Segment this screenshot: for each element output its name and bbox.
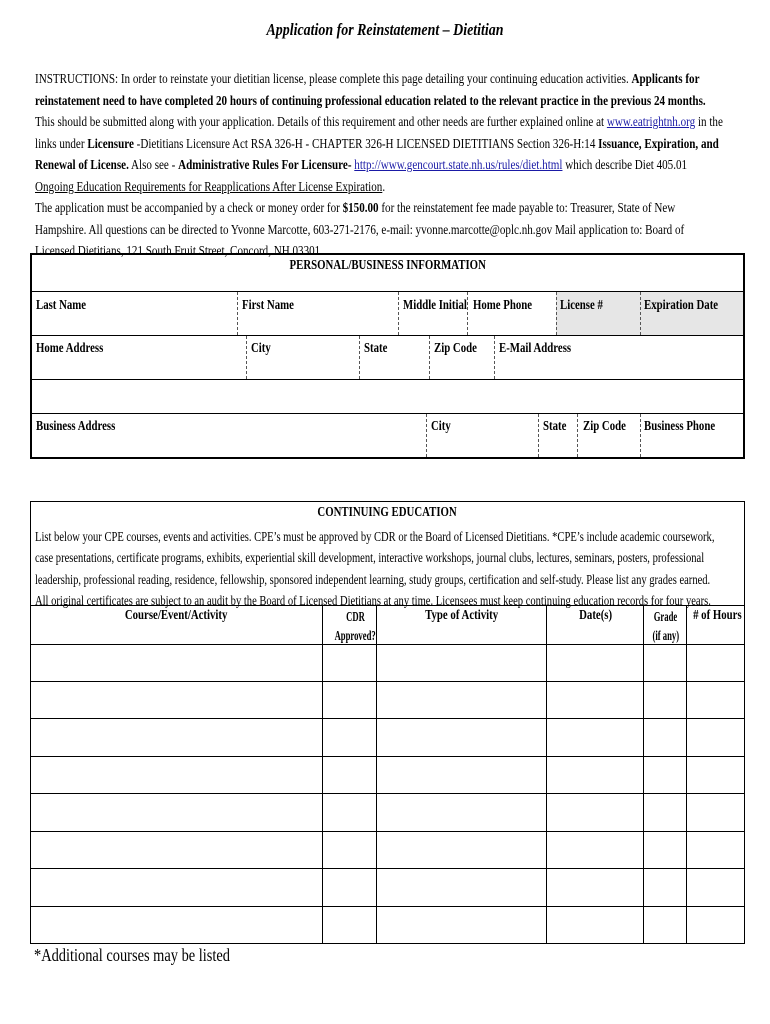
divider bbox=[237, 292, 238, 335]
divider bbox=[30, 253, 745, 255]
fee-amount: $150.00 bbox=[342, 200, 379, 215]
divider bbox=[686, 605, 687, 944]
table-row[interactable] bbox=[30, 868, 745, 869]
business-city-field[interactable]: City bbox=[431, 418, 451, 433]
divider bbox=[640, 292, 641, 335]
ce-heading: CONTINUING EDUCATION bbox=[317, 504, 458, 519]
state-field[interactable]: State bbox=[364, 340, 388, 355]
personal-heading: PERSONAL/BUSINESS INFORMATION bbox=[289, 257, 486, 272]
divider bbox=[429, 336, 430, 379]
personal-info-section bbox=[30, 253, 745, 459]
col-course: Course/Event/Activity bbox=[124, 607, 228, 622]
divider bbox=[538, 414, 539, 457]
divider bbox=[426, 414, 427, 457]
last-name-field[interactable]: Last Name bbox=[36, 297, 87, 312]
divider bbox=[30, 605, 745, 606]
table-row[interactable] bbox=[30, 906, 745, 907]
issuance-bold: Issuance, Expiration, and Renewal of License. bbox=[35, 135, 719, 172]
admin-rules-bold: Administrative Rules For Licensure- bbox=[178, 157, 352, 172]
divider bbox=[494, 336, 495, 379]
page-title: Application for Reinstatement – Dietitian bbox=[266, 20, 504, 39]
instructions-text: -Dietitians Licensure Act RSA 326-H - CHAPTER 326-H LICENSED DIETITIANS Section 326-H:14 bbox=[133, 135, 599, 151]
col-hours: # of Hours bbox=[693, 607, 742, 622]
licensure-bold: Licensure bbox=[87, 135, 134, 151]
home-phone-field[interactable]: Home Phone bbox=[473, 297, 533, 312]
col-cdr-approved: CDR Approved? bbox=[334, 609, 376, 643]
divider bbox=[322, 605, 323, 944]
divider bbox=[546, 605, 547, 944]
table-row[interactable] bbox=[30, 644, 745, 645]
business-state-field[interactable]: State bbox=[543, 418, 567, 433]
business-zip-field[interactable]: Zip Code bbox=[583, 418, 626, 433]
col-dates: Date(s) bbox=[578, 607, 612, 622]
business-phone-field[interactable]: Business Phone bbox=[644, 418, 716, 433]
divider bbox=[376, 605, 377, 944]
instructions bbox=[35, 68, 724, 262]
footnote: *Additional courses may be listed bbox=[34, 945, 230, 965]
divider bbox=[577, 414, 578, 457]
table-row[interactable] bbox=[30, 756, 745, 757]
divider bbox=[30, 413, 745, 414]
divider bbox=[30, 335, 745, 336]
business-address-field[interactable]: Business Address bbox=[36, 418, 116, 433]
table-row[interactable] bbox=[30, 718, 745, 719]
first-name-field[interactable]: First Name bbox=[242, 297, 294, 312]
instructions-text: in the links under bbox=[35, 114, 723, 151]
table-row[interactable] bbox=[30, 793, 745, 794]
divider bbox=[643, 605, 644, 944]
col-grade: Grade (if any) bbox=[652, 609, 679, 643]
fee-text: The application must be accompanied by a check or money order for bbox=[35, 200, 343, 215]
instructions-text: INSTRUCTIONS: In order to reinstate your dietitian license, please complete this page detailing your continuing education activities. bbox=[35, 71, 632, 86]
gencourt-rules-link[interactable]: http://www.gencourt.state.nh.us/rules/diet.html bbox=[354, 157, 563, 172]
home-address-field[interactable]: Home Address bbox=[36, 340, 104, 355]
divider bbox=[246, 336, 247, 379]
license-number-field[interactable]: License # bbox=[560, 297, 603, 312]
col-type-of-activity: Type of Activity bbox=[425, 607, 499, 622]
table-row[interactable] bbox=[30, 831, 745, 832]
instructions-text: Also see - bbox=[128, 157, 179, 172]
instructions-text: . bbox=[382, 178, 386, 194]
divider bbox=[640, 414, 641, 457]
ongoing-requirements-text: Ongoing Education Requirements for Reapplications After License Expiration bbox=[35, 178, 383, 194]
divider bbox=[467, 292, 468, 335]
ce-description: List below your CPE courses, events and activities. CPE’s must be approved by CDR or the Board of Licensed Dietitians. *CPE’s include academic coursework, case presentations, certificate programs, exhibits, experiential skill development, interactive workshops, journal clubs, lectures, seminars, posters, professional leadership, professional reading, residence, fellowship, sponsored independent learning, study groups, certification and self-study. Please list any grades earned. All original certificates are subject to an audit by the Board of Licensed Dietitians at any time. Licensees must keep continuing education records for four years. bbox=[35, 529, 715, 608]
instructions-text: This should be submitted along with your application. Details of this requirement and other needs are further explained online at bbox=[35, 114, 607, 129]
city-field[interactable]: City bbox=[251, 340, 271, 355]
divider bbox=[398, 292, 399, 335]
instructions-text: which describe Diet 405.01 bbox=[562, 157, 688, 172]
email-field[interactable]: E-Mail Address bbox=[499, 340, 572, 355]
middle-initial-field[interactable]: Middle Initial bbox=[403, 297, 467, 312]
eatrightnh-link[interactable]: www.eatrightnh.org bbox=[606, 114, 696, 129]
divider bbox=[30, 379, 745, 380]
contact-text: for the reinstatement fee made payable to: Treasurer, State of New Hampshire. All questions can be directed to Yvonne Marcotte, 603-271-2176, e-mail: yvonne.marcotte@oplc.nh.gov Mail application to: Board of Licensed Dietitians, 121 South Fruit Street, Concord, NH 03301 bbox=[35, 200, 685, 258]
zip-code-field[interactable]: Zip Code bbox=[434, 340, 477, 355]
expiration-date-field[interactable]: Expiration Date bbox=[644, 297, 719, 312]
instructions-requirement: Applicants for reinstatement need to have completed 20 hours of continuing professional education related to the relevant practice in the previous 24 months. bbox=[35, 71, 706, 108]
divider bbox=[556, 292, 557, 335]
table-row[interactable] bbox=[30, 681, 745, 682]
divider bbox=[359, 336, 360, 379]
